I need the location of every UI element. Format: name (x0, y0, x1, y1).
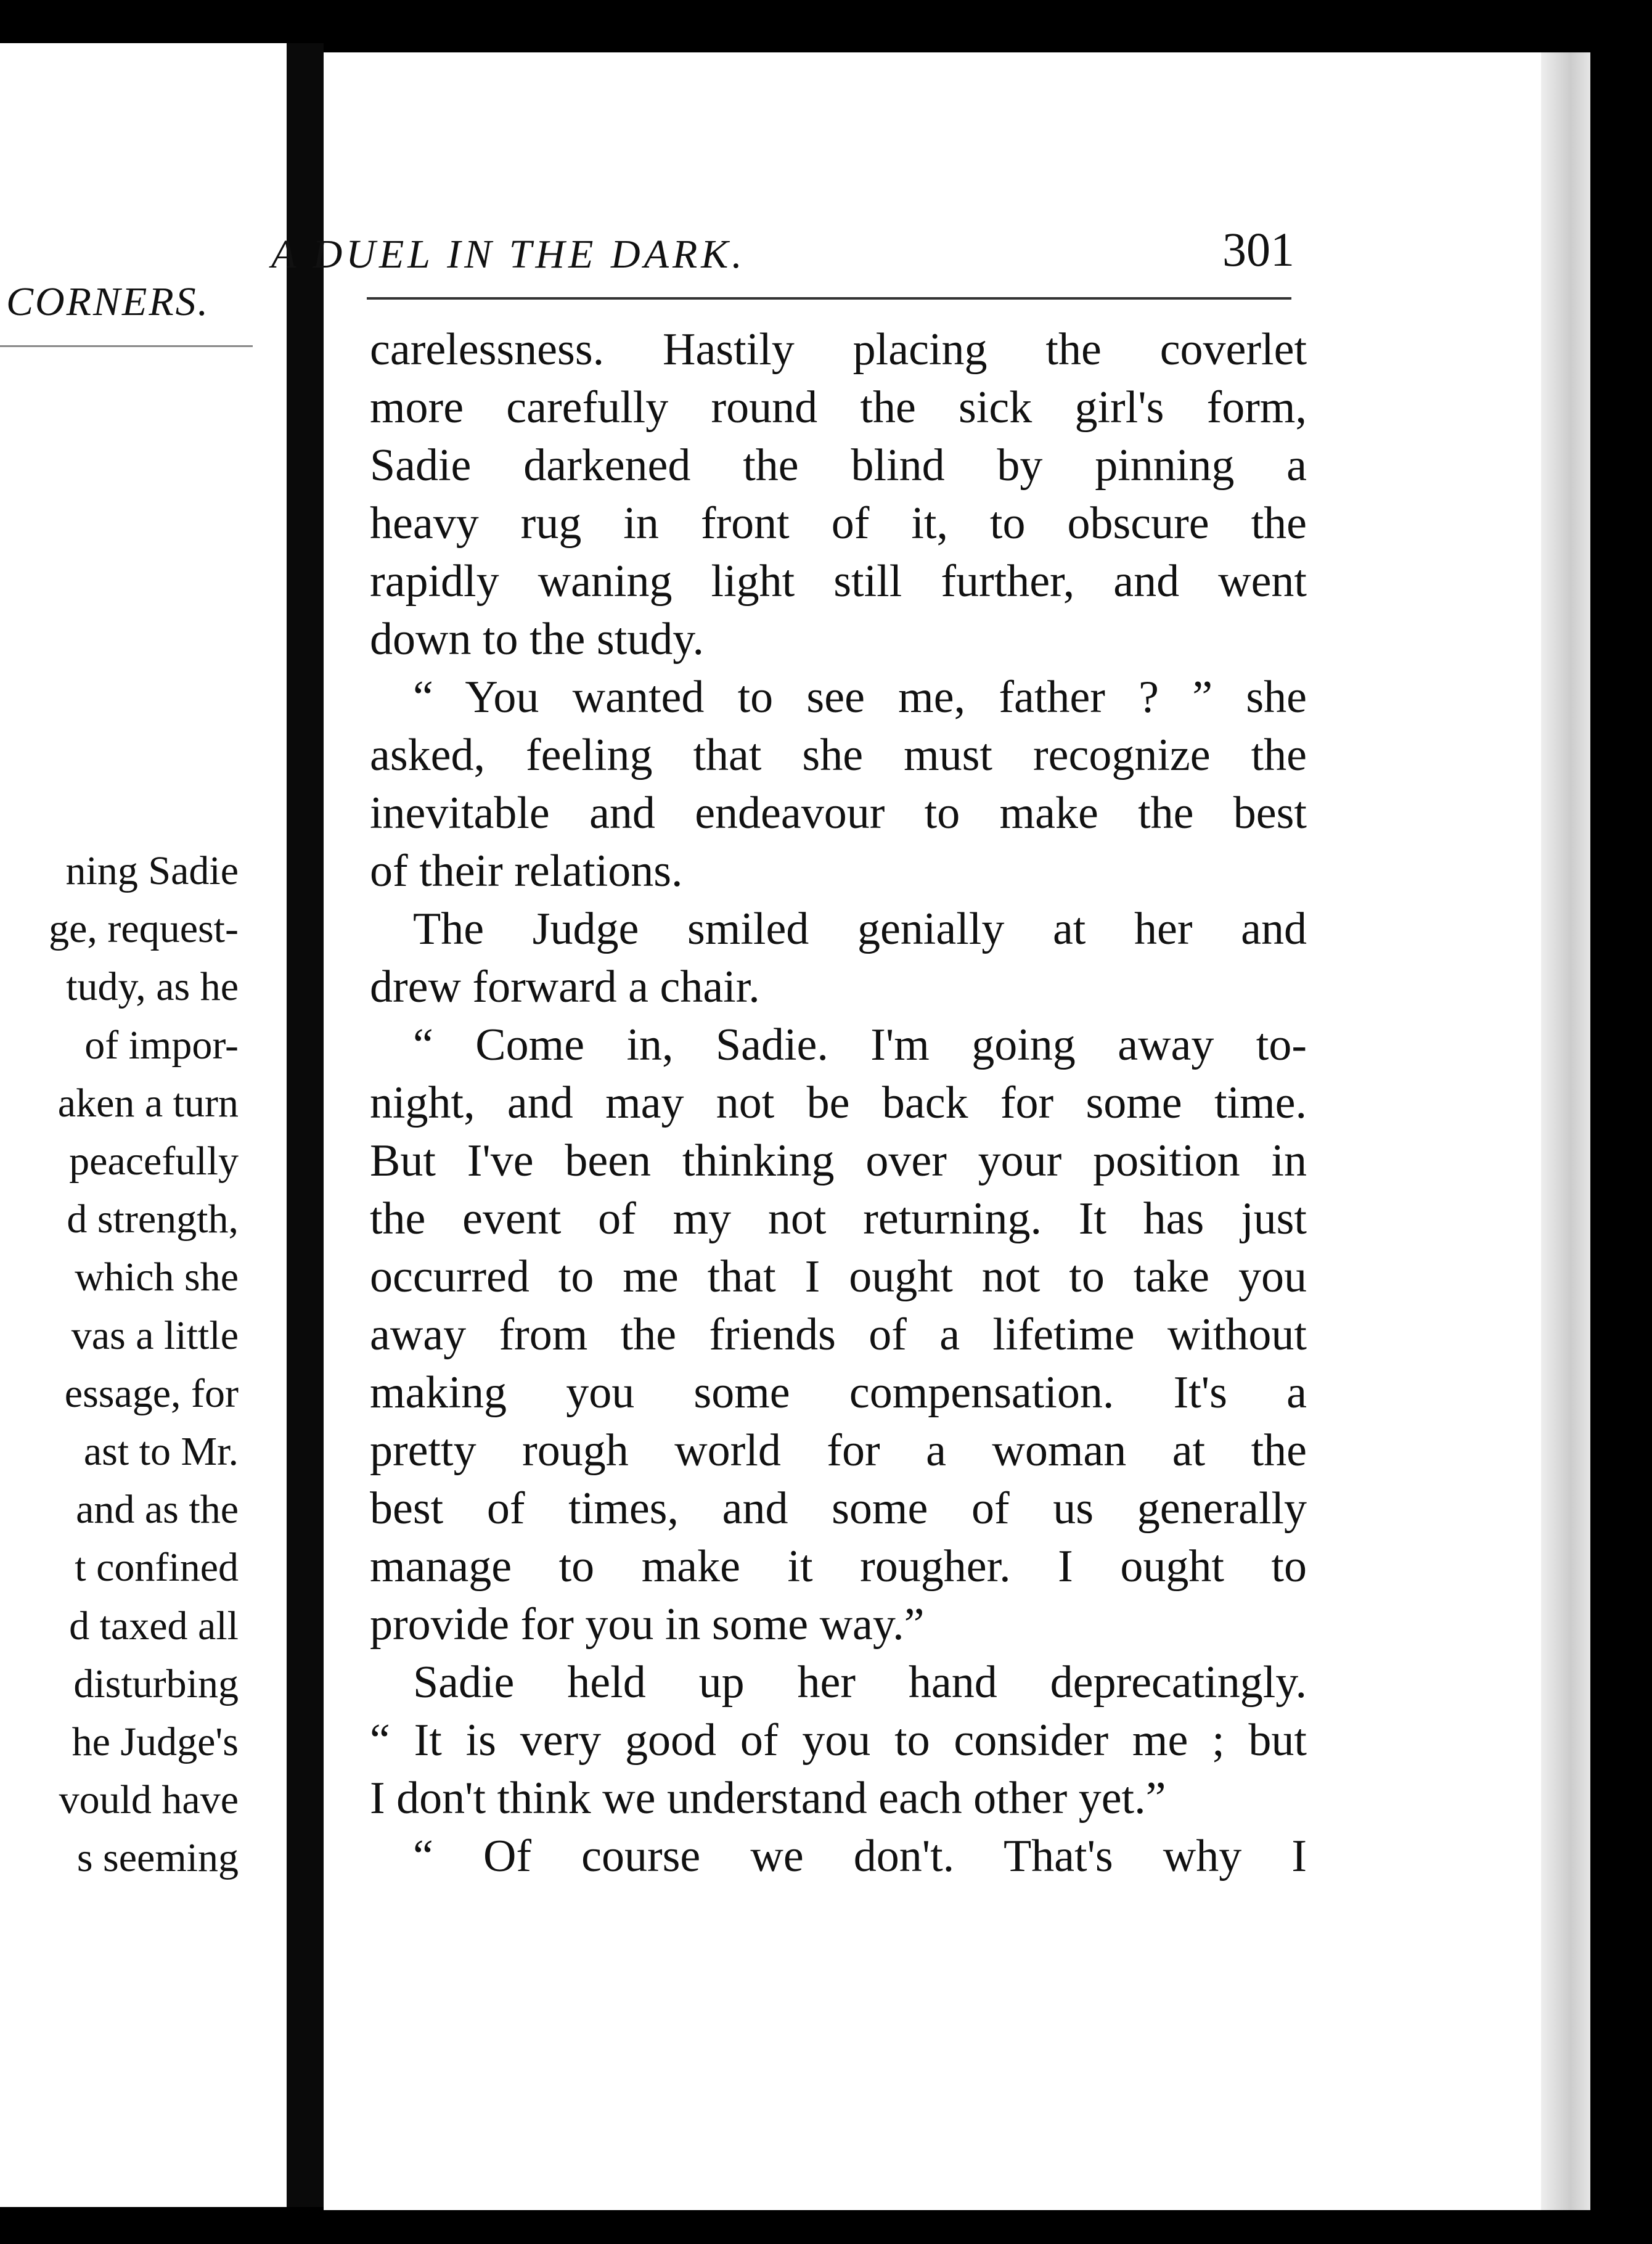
text-line: Sadie darkened the blind by pinning a (370, 440, 1307, 491)
text-line: I don't think we understand each other yet.” (370, 1773, 1166, 1824)
text-line: down to the study. (370, 614, 704, 665)
left-text-line: disturbing (73, 1661, 239, 1706)
left-text-line: d taxed all (69, 1603, 239, 1648)
left-text-line: ge, request- (49, 906, 239, 952)
text-line: drew forward a chair. (370, 962, 760, 1012)
text-line: best of times, and some of us generally (370, 1483, 1307, 1534)
text-line: rapidly waning light still further, and went (370, 556, 1307, 607)
text-line: “ Of course we don't. That's why I (413, 1831, 1307, 1882)
text-line: provide for you in some way.” (370, 1599, 925, 1650)
left-text-line: ast to Mr. (83, 1429, 239, 1474)
text-line: heavy rug in front of it, to obscure the (370, 498, 1307, 549)
body-text (370, 321, 1307, 1885)
text-line: night, and may not be back for some time. (370, 1078, 1307, 1128)
page-number: 301 (1222, 223, 1294, 276)
book-gutter (287, 43, 324, 2207)
left-text-line: and as the (76, 1487, 239, 1533)
text-line: manage to make it rougher. I ought to (370, 1541, 1307, 1592)
left-text-line: of impor- (84, 1022, 239, 1068)
left-text-line: t confined (75, 1545, 239, 1591)
text-line: away from the friends of a lifetime without (370, 1309, 1307, 1360)
left-text-line: vould have (59, 1777, 239, 1823)
text-line: of their relations. (370, 846, 683, 896)
left-text-line: peacefully (69, 1139, 239, 1184)
text-line: occurred to me that I ought not to take you (370, 1251, 1307, 1302)
text-line: inevitable and endeavour to make the best (370, 788, 1307, 838)
left-page (0, 43, 287, 2207)
running-head-title: A DUEL IN THE DARK. (271, 232, 746, 277)
page-edge (1541, 52, 1590, 2210)
left-text-line: he Judge's (72, 1719, 239, 1764)
text-line: “ You wanted to see me, father ? ” she (413, 672, 1307, 723)
left-header-rule (0, 345, 253, 347)
text-line: more carefully round the sick girl's form, (370, 382, 1307, 433)
text-line: But I've been thinking over your position in (370, 1136, 1307, 1186)
text-line: Sadie held up her hand deprecatingly. (413, 1657, 1307, 1708)
right-page-header (265, 170, 1294, 277)
left-text-line: which she (75, 1255, 239, 1300)
left-text-line: vas a little (71, 1312, 239, 1358)
left-text-line: essage, for (64, 1370, 239, 1416)
left-text-line: tudy, as he (66, 964, 239, 1010)
header-rule (367, 297, 1291, 300)
text-line: The Judge smiled genially at her and (413, 904, 1307, 954)
text-line: carelessness. Hastily placing the coverlet (370, 324, 1307, 375)
left-text-line: aken a turn (57, 1080, 239, 1126)
text-line: “ It is very good of you to consider me ; but (370, 1715, 1307, 1766)
text-line: pretty rough world for a woman at the (370, 1425, 1307, 1476)
text-line: asked, feeling that she must recognize the (370, 730, 1307, 780)
text-line: making you some compensation. It's a (370, 1367, 1307, 1418)
left-text-line: d strength, (67, 1197, 239, 1242)
text-line: “ Come in, Sadie. I'm going away to- (413, 1020, 1307, 1070)
left-text-line: ning Sadie (65, 848, 239, 893)
left-running-head: CORNERS. (6, 279, 210, 324)
text-line: the event of my not returning. It has just (370, 1194, 1307, 1244)
left-text-line: s seeming (76, 1835, 239, 1881)
